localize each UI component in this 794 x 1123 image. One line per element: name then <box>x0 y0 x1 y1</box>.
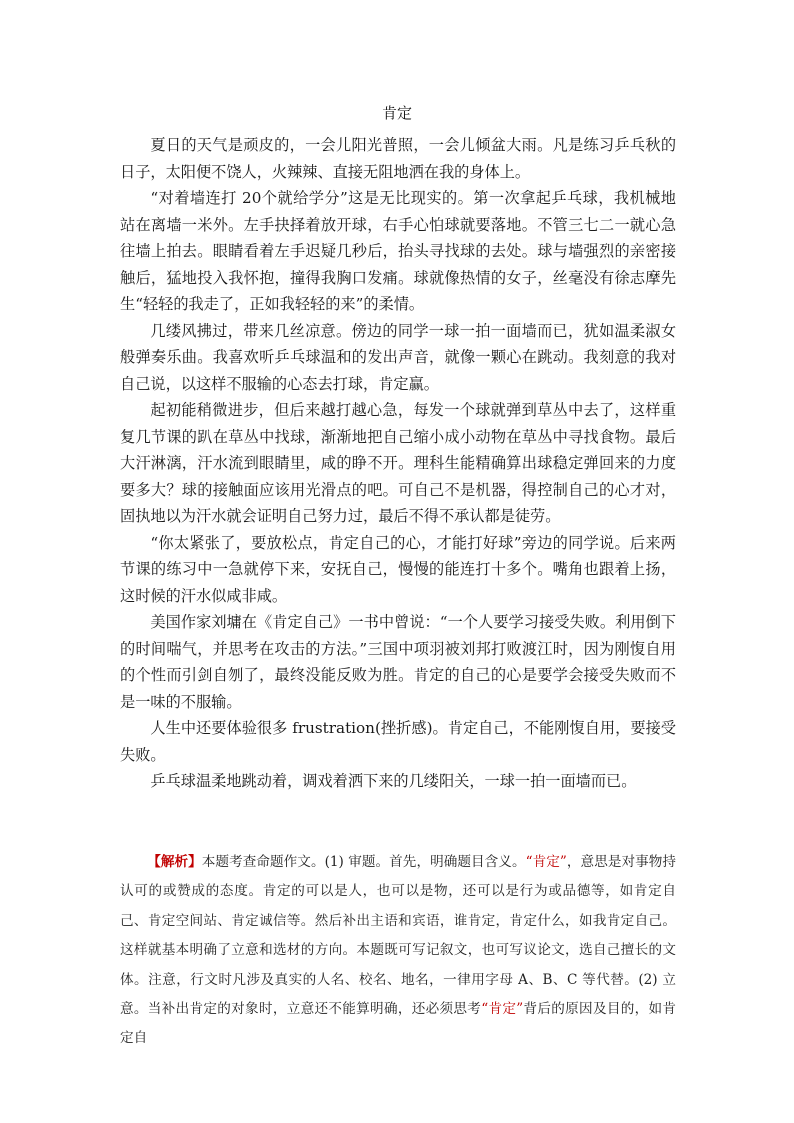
analysis-text-1: 本题考查命题作文。(1) 审题。首先，明确题目含义。 <box>201 854 526 870</box>
essay-paragraph-8: 乒乓球温柔地跳动着，调戏着洒下来的几缕阳关，一球一拍一面墙而已。 <box>150 772 637 790</box>
essay-paragraph-7: 人生中还要体验很多 frustration(挫折感)。肯定自己，不能刚愎自用，要接受失败。 <box>120 719 676 764</box>
analysis-text-2: ，意思是对事物持认可的或赞成的态度。肯定的可以是人，也可以是物，还可以是行为或品德等，如肯定自己、肯定空间站、肯定诚信等。然后补出主语和宾语，谁肯定，肯定什么，如我肯定自己。这样就基本明确了立意和选材的方向。本题既可写记叙文，也可写议论文，选自己擅长的文体。注意，行文时凡涉及真实的人名、校名、地名，一律用字母 A、B、C 等代替。(2) 立意。当补出肯定的对象时，立意还不能算明确，还必须思考 <box>120 854 677 1018</box>
essay-paragraph-1: 夏日的天气是顽皮的，一会儿阳光普照，一会儿倾盆大雨。凡是练习乒乓秋的日子，太阳便不饶人，火辣辣、直接无阻地洒在我的身体上。 <box>120 136 676 181</box>
essay-paragraph-5: “你太紧张了，要放松点，肯定自己的心，才能打好球”旁边的同学说。后来两节课的练习中一急就停下来，安抚自己，慢慢的能连打十多个。嘴角也跟着上扬，这时候的汗水似咸非咸。 <box>120 533 676 605</box>
essay-paragraph-6: 美国作家刘墉在《肯定自己》一书中曾说：“一个人要学习接受失败。利用倒下的时间喘气，并思考在攻击的方法。”三国中项羽被刘邦打败渡江时，因为刚愎自用的个性而引剑自刎了，最终没能反败为胜。肯定的自己的心是要学会接受失败而不是一味的不服输。 <box>120 613 676 711</box>
analysis-label: 【解析】 <box>147 854 202 870</box>
analysis-section <box>120 848 676 1054</box>
analysis-text-3: 背后的原因及目的，如肯定自 <box>120 1001 677 1047</box>
essay-body <box>120 132 676 795</box>
essay-title: 肯定 <box>381 104 412 122</box>
essay-paragraph-4: 起初能稍微进步，但后来越打越心急，每发一个球就弹到草丛中去了，这样重复几节课的趴在草丛中找球，渐渐地把自己缩小成小动物在草丛中寻找食物。最后大汗淋漓，汗水流到眼睛里，咸的睁不开。理科生能精确算出球稳定弹回来的力度要多大？球的接触面应该用光滑点的吧。可自己不是机器，得控制自己的心才对，固执地以为汗水就会证明自己努力过，最后不得不承认都是徒劳。 <box>120 401 676 525</box>
essay-paragraph-3: 几缕风拂过，带来几丝凉意。傍边的同学一球一拍一面墙而已，犹如温柔淑女般弹奏乐曲。我喜欢听乒乓球温和的发出声音，就像一颗心在跳动。我刻意的我对自己说，以这样不服输的心态去打球，肯定赢。 <box>120 321 676 393</box>
essay-paragraph-2: “对着墙连打 20个就给学分”这是无比现实的。第一次拿起乒乓球，我机械地站在离墙一米外。左手抉择着放开球，右手心怕球就要落地。不管三七二一就心急往墙上拍去。眼睛看着左手迟疑几秒后，抬头寻找球的去处。球与墙强烈的亲密接触后，猛地投入我怀抱，撞得我胸口发痛。球就像热情的女子，丝毫没有徐志摩先生“轻轻的我走了，正如我轻轻的来”的柔情。 <box>120 189 676 313</box>
analysis-paragraph <box>120 848 676 1054</box>
analysis-keyword-1: “肯定” <box>525 854 567 870</box>
analysis-keyword-2: “肯定” <box>481 1001 524 1018</box>
